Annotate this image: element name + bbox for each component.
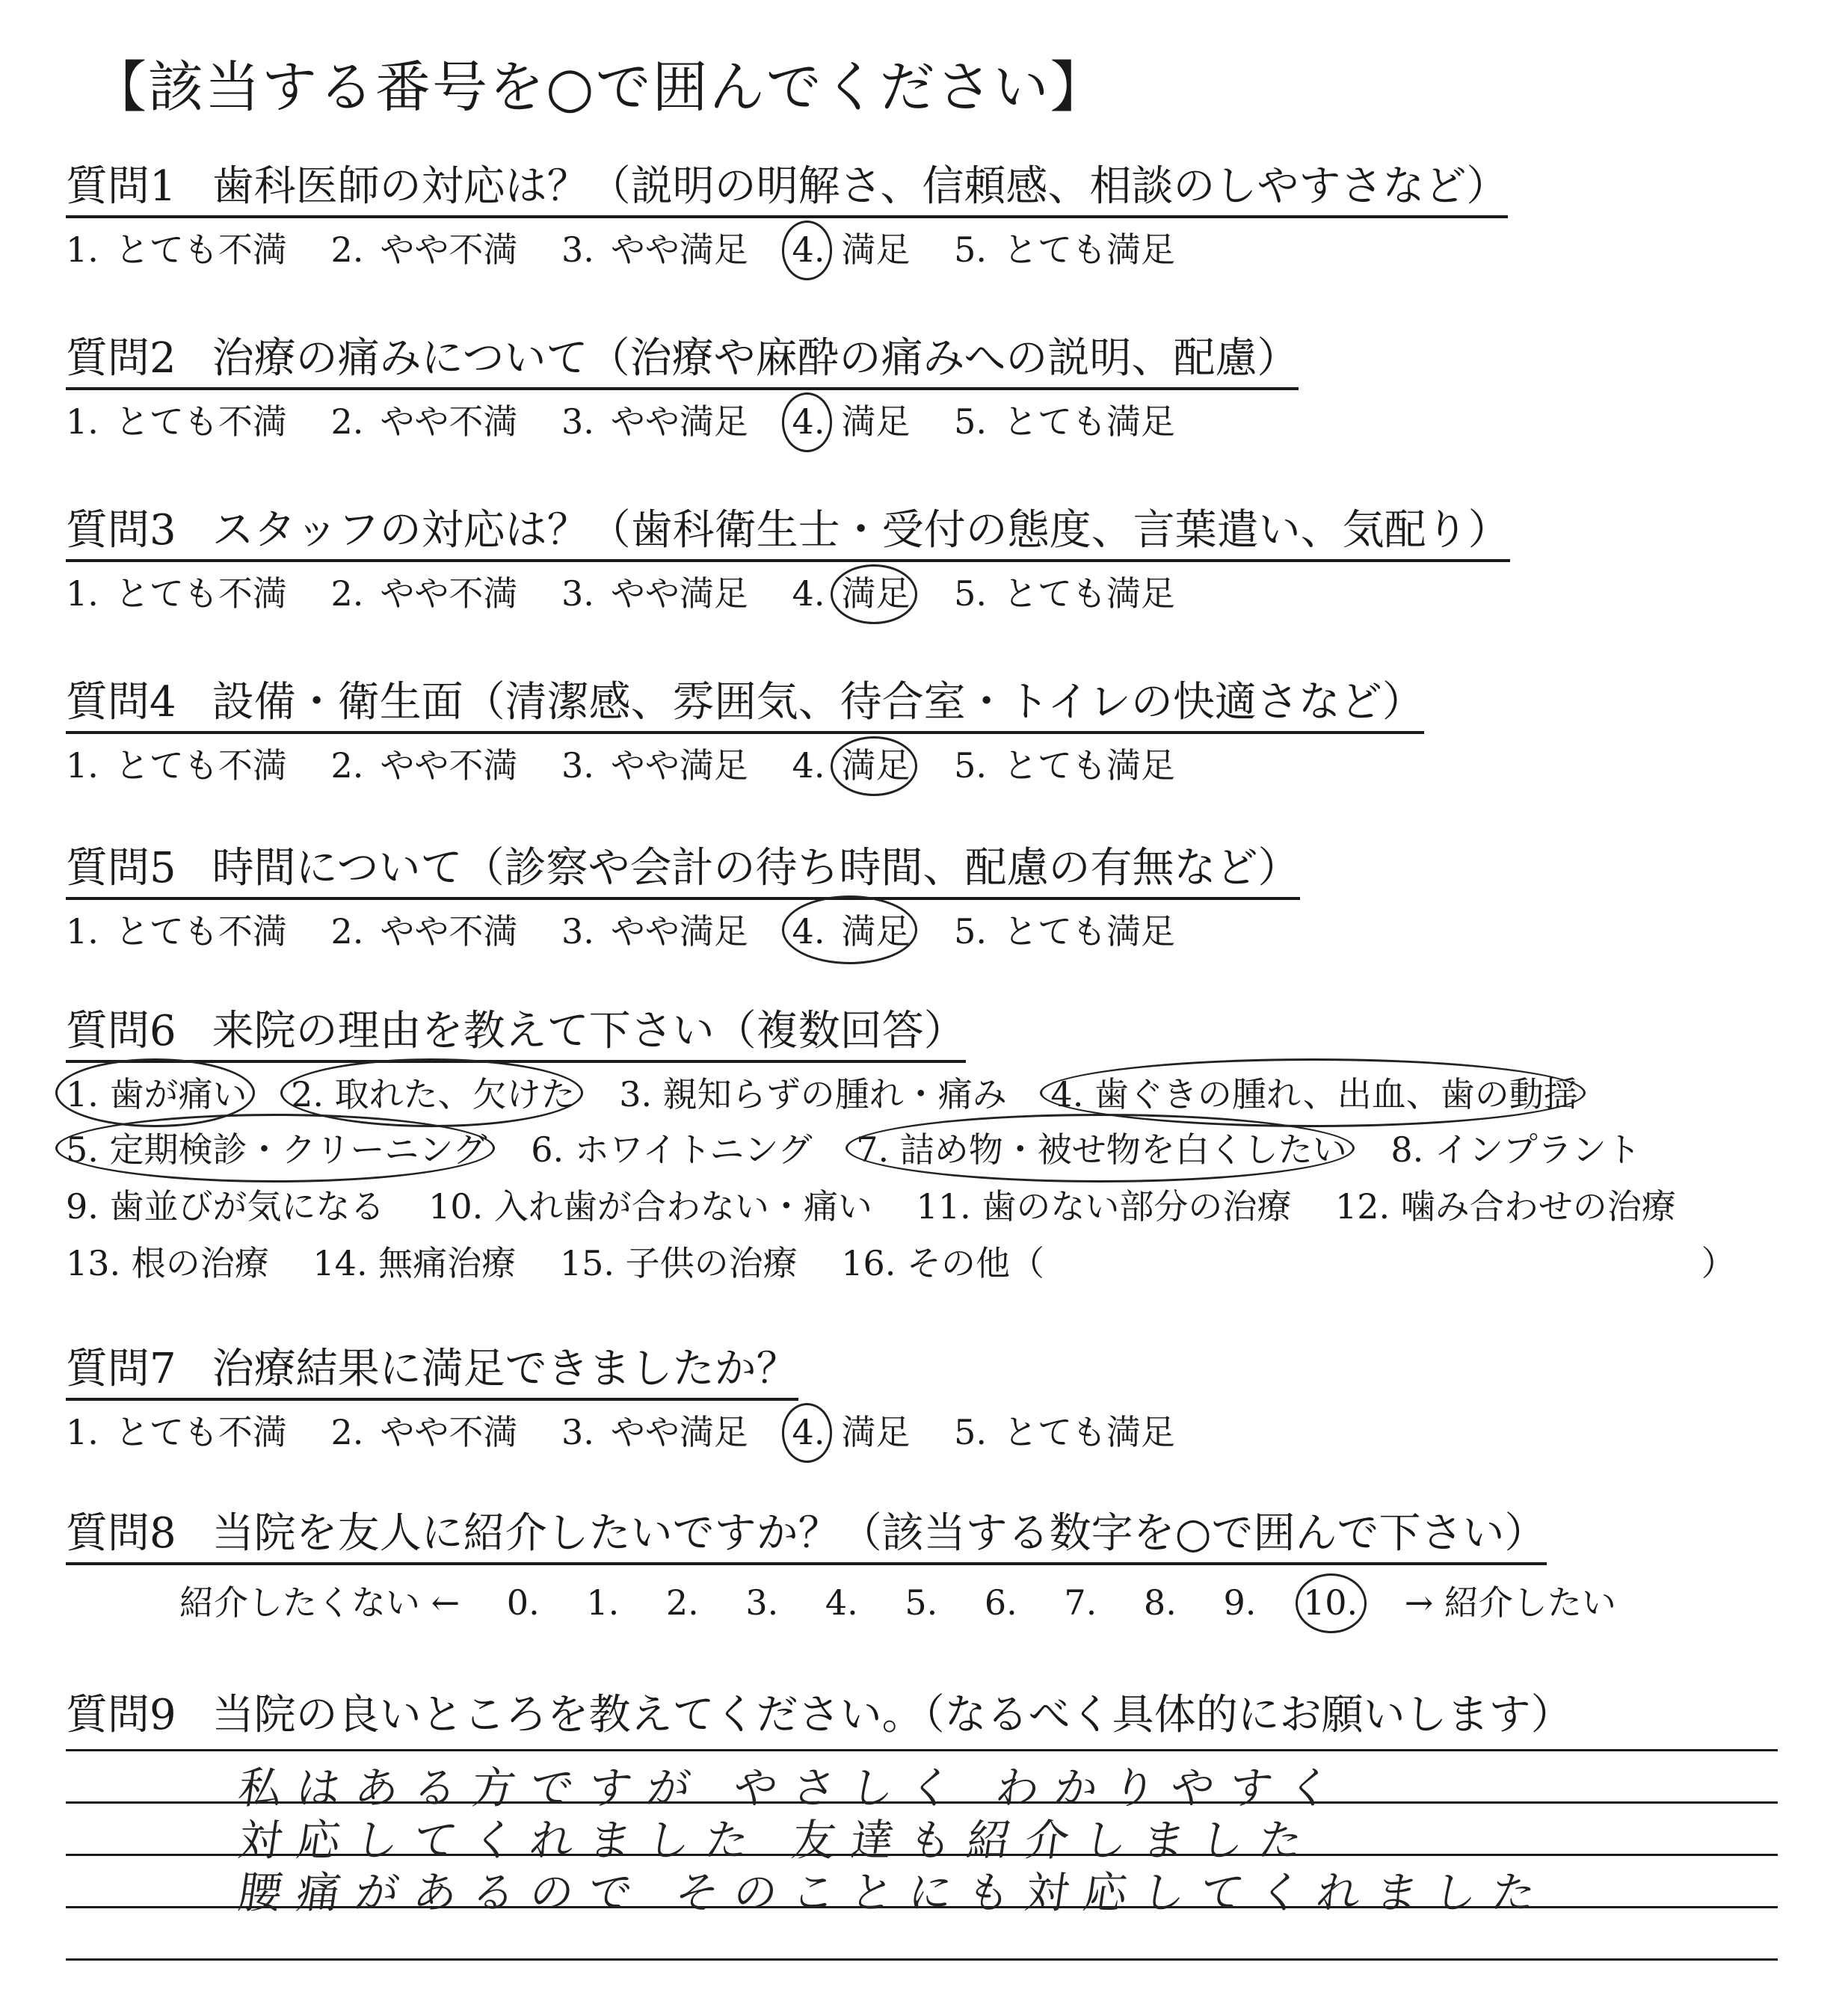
question-4-number: 質問4	[66, 678, 176, 727]
q6-choice-12[interactable]: 12. 噛み合わせの治療	[1334, 1186, 1676, 1227]
q6-choice-14[interactable]: 14. 無痛治療	[312, 1243, 517, 1283]
question-7-text: 治療結果に満足できましたか？	[212, 1345, 798, 1393]
q8-scale-4[interactable]: 4.	[825, 1582, 858, 1623]
q7-option-2[interactable]: 2. やや不満	[330, 1412, 518, 1452]
question-9-text: 当院の良いところを教えてください。（なるべく具体的にお願いします）	[212, 1691, 1573, 1739]
q3-option-1[interactable]: 1. とても不満	[66, 573, 287, 614]
q2-option-5[interactable]: 5. とても満足	[954, 401, 1175, 442]
q6-choice-11[interactable]: 11. 歯のない部分の治療	[916, 1186, 1292, 1227]
question-6-title	[66, 1008, 966, 1063]
q3-option-2[interactable]: 2. やや不満	[330, 573, 518, 614]
q6-choice-16[interactable]: 16. その他（	[841, 1243, 1044, 1283]
q4-option-4[interactable]: 4. 満足	[792, 745, 911, 786]
question-7-title	[66, 1345, 798, 1401]
q7-option-3[interactable]: 3. やや満足	[561, 1412, 748, 1452]
question-9-title	[66, 1682, 1573, 1742]
q6-choice-3[interactable]: 3. 親知らずの腫れ・痛み	[619, 1074, 1007, 1114]
q6-choice-15[interactable]: 15. 子供の治療	[559, 1243, 798, 1283]
question-3-text: スタッフの対応は？（歯科衛生士・受付の態度、言葉遣い、気配り）	[212, 506, 1510, 555]
question-2-options	[66, 395, 1208, 444]
q3-option-4[interactable]: 4. 満足	[792, 573, 911, 614]
q8-scale-8[interactable]: 8.	[1143, 1582, 1177, 1623]
q3-option-3[interactable]: 3. やや満足	[561, 573, 748, 614]
q6-choice-13[interactable]: 13. 根の治療	[66, 1243, 269, 1283]
q8-scale-1[interactable]: 1.	[586, 1582, 620, 1623]
question-2-number: 質問2	[66, 334, 176, 383]
q8-scale-0[interactable]: 0.	[506, 1582, 540, 1623]
question-5-title	[66, 845, 1300, 900]
question-5-options	[66, 904, 1208, 954]
question-3-options	[66, 567, 1208, 616]
handwritten-answer-line-3: 腰痛があるので そのことにも対応してくれました	[235, 1867, 1554, 1918]
q6-row-4	[66, 1236, 1769, 1286]
question-4-title	[66, 679, 1424, 734]
question-2-title	[66, 335, 1299, 390]
answer-line	[66, 1958, 1778, 1961]
q5-option-2[interactable]: 2. やや不満	[330, 911, 518, 952]
question-4-text: 設備・衛生面（清潔感、雰囲気、待合室・トイレの快適さなど）	[212, 678, 1424, 727]
question-1-options	[66, 223, 1208, 272]
question-5-number: 質問5	[66, 844, 176, 892]
q4-option-3[interactable]: 3. やや満足	[561, 745, 748, 786]
q6-row-2	[66, 1123, 1674, 1172]
page-heading: 【該当する番号を○で囲んでください】	[91, 55, 1107, 120]
q1-option-5[interactable]: 5. とても満足	[954, 229, 1175, 270]
q6-choice-4[interactable]: 4. 歯ぐきの腫れ、出血、歯の動揺	[1050, 1067, 1577, 1117]
handwritten-answer-line-2: 対応してくれました 友達も紹介しました	[235, 1815, 1321, 1866]
q7-option-5[interactable]: 5. とても満足	[954, 1412, 1175, 1452]
question-1-number: 質問1	[66, 162, 176, 211]
question-4-options	[66, 739, 1208, 788]
q8-right-label: → 紹介したい	[1404, 1582, 1616, 1623]
q8-scale-2[interactable]: 2.	[665, 1582, 699, 1623]
q4-option-2[interactable]: 2. やや不満	[330, 745, 518, 786]
q5-option-4[interactable]: 4. 満足	[792, 904, 911, 954]
q1-option-1[interactable]: 1. とても不満	[66, 229, 287, 270]
q6-choice-6[interactable]: 6. ホワイトニング	[531, 1129, 813, 1170]
q6-row-1	[66, 1067, 1611, 1117]
question-8-number: 質問8	[66, 1509, 176, 1558]
q1-option-4[interactable]: 4. 満足	[792, 229, 911, 270]
question-9-number: 質問9	[66, 1691, 176, 1739]
q8-scale-9[interactable]: 9.	[1223, 1582, 1257, 1623]
q6-choice-8[interactable]: 8. インプラント	[1390, 1129, 1641, 1170]
answer-line	[66, 1749, 1778, 1751]
q3-option-5[interactable]: 5. とても満足	[954, 573, 1175, 614]
q5-option-1[interactable]: 1. とても不満	[66, 911, 287, 952]
q4-option-5[interactable]: 5. とても満足	[954, 745, 1175, 786]
q6-choice-2[interactable]: 2. 取れた、欠けた	[291, 1067, 576, 1117]
question-5-text: 時間について（診察や会計の待ち時間、配慮の有無など）	[212, 844, 1300, 892]
question-1-title	[66, 163, 1508, 218]
q4-option-1[interactable]: 1. とても不満	[66, 745, 287, 786]
question-3-title	[66, 507, 1510, 562]
q6-choice-10[interactable]: 10. 入れ歯が合わない・痛い	[428, 1186, 872, 1227]
q5-option-5[interactable]: 5. とても満足	[954, 911, 1175, 952]
q8-scale-5[interactable]: 5.	[905, 1582, 938, 1623]
q6-row-3	[66, 1180, 1709, 1229]
q1-option-2[interactable]: 2. やや不満	[330, 229, 518, 270]
question-8-text: 当院を友人に紹介したいですか？（該当する数字を○で囲んで下さい）	[212, 1509, 1547, 1558]
question-1-text: 歯科医師の対応は？（説明の明解さ、信頼感、相談のしやすさなど）	[212, 162, 1509, 211]
q8-scale-7[interactable]: 7.	[1064, 1582, 1097, 1623]
q6-other-close-paren: ）	[1701, 1243, 1736, 1283]
q8-scale-3[interactable]: 3.	[745, 1582, 779, 1623]
q6-choice-7[interactable]: 7. 詰め物・被せ物を白くしたい	[856, 1123, 1347, 1172]
question-6-text: 来院の理由を教えて下さい（複数回答）	[212, 1007, 966, 1055]
q2-option-3[interactable]: 3. やや満足	[561, 401, 748, 442]
question-6-number: 質問6	[66, 1007, 176, 1055]
q7-option-4[interactable]: 4. 満足	[792, 1412, 911, 1452]
q2-option-4[interactable]: 4. 満足	[792, 401, 911, 442]
q2-option-2[interactable]: 2. やや不満	[330, 401, 518, 442]
q5-option-3[interactable]: 3. やや満足	[561, 911, 748, 952]
question-7-number: 質問7	[66, 1345, 176, 1393]
q8-scale-6[interactable]: 6.	[984, 1582, 1017, 1623]
q2-option-1[interactable]: 1. とても不満	[66, 401, 287, 442]
q8-scale	[179, 1576, 1652, 1625]
question-7-options	[66, 1405, 1208, 1455]
q8-scale-10[interactable]: 10.	[1302, 1582, 1358, 1623]
q6-choice-1[interactable]: 1. 歯が痛い	[66, 1067, 247, 1117]
question-3-number: 質問3	[66, 506, 176, 555]
question-2-text: 治療の痛みについて（治療や麻酔の痛みへの説明、配慮）	[212, 334, 1299, 383]
handwritten-answer-line-1: 私はある方ですが やさしく わかりやすく	[235, 1763, 1349, 1813]
q7-option-1[interactable]: 1. とても不満	[66, 1412, 287, 1452]
q6-choice-5[interactable]: 5. 定期検診・クリーニング	[66, 1123, 487, 1172]
q1-option-3[interactable]: 3. やや満足	[561, 229, 748, 270]
q6-choice-9[interactable]: 9. 歯並びが気になる	[66, 1186, 385, 1227]
question-8-title	[66, 1510, 1547, 1565]
q8-left-label: 紹介したくない ←	[179, 1582, 461, 1623]
